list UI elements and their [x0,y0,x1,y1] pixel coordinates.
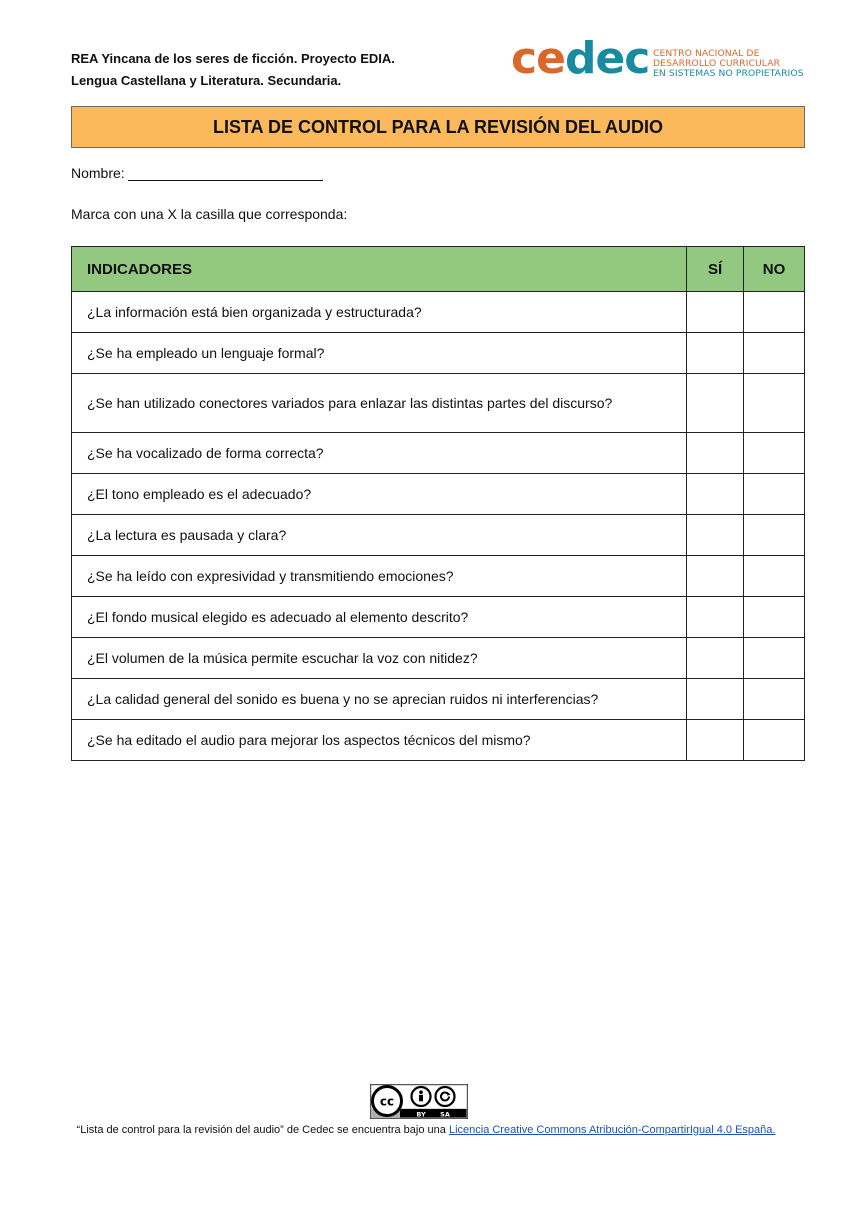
no-checkbox-cell[interactable] [744,556,805,597]
cc-by-sa-license-badge[interactable] [370,1084,468,1119]
table-row [72,638,805,679]
no-checkbox-cell[interactable] [744,720,805,761]
no-checkbox-cell[interactable] [744,474,805,515]
yes-checkbox-cell[interactable] [687,720,744,761]
table-row [72,474,805,515]
table-row [72,556,805,597]
indicator-text: ¿Se ha leído con expresividad y transmitiendo emociones? [72,556,687,597]
yes-checkbox-cell[interactable] [687,597,744,638]
no-checkbox-cell[interactable] [744,638,805,679]
no-checkbox-cell[interactable] [744,433,805,474]
license-link[interactable]: Licencia Creative Commons Atribución-CompartirIgual 4.0 España. [448,1124,776,1136]
sa-label: SA [440,1110,450,1119]
yes-checkbox-cell[interactable] [687,556,744,597]
yes-checkbox-cell[interactable] [687,433,744,474]
yes-checkbox-cell[interactable] [687,638,744,679]
no-checkbox-cell[interactable] [744,679,805,720]
yes-checkbox-cell[interactable] [687,679,744,720]
indicator-text: ¿Se han utilizado conectores variados para enlazar las distintas partes del discurso? [72,374,687,433]
table-row [72,679,805,720]
yes-checkbox-cell[interactable] [687,515,744,556]
indicator-text: ¿Se ha vocalizado de forma correcta? [72,433,687,474]
table-row [72,597,805,638]
header-line-2: Lengua Castellana y Literatura. Secundaria. [71,73,342,88]
document-header [71,48,395,92]
no-checkbox-cell[interactable] [744,374,805,433]
indicator-text: ¿El fondo musical elegido es adecuado al elemento descrito? [72,597,687,638]
page-title: LISTA DE CONTROL PARA LA REVISIÓN DEL AUDIO [71,106,805,148]
table-row [72,433,805,474]
cedec-logo-tagline: CENTRO NACIONAL DE DESARROLLO CURRICULAR EN SISTEMAS NO PROPIETARIOS [653,48,804,79]
yes-checkbox-cell[interactable] [687,474,744,515]
table-row [72,292,805,333]
license-footer [0,1124,852,1136]
yes-checkbox-cell[interactable] [687,374,744,433]
header-yes: SÍ [687,247,744,292]
no-checkbox-cell[interactable] [744,515,805,556]
indicator-text: ¿El tono empleado es el adecuado? [72,474,687,515]
indicator-text: ¿El volumen de la música permite escuchar la voz con nitidez? [72,638,687,679]
table-header-row [72,247,805,292]
yes-checkbox-cell[interactable] [687,292,744,333]
indicator-text: ¿La lectura es pausada y clara? [72,515,687,556]
table-row [72,515,805,556]
table-row [72,374,805,433]
indicator-text: ¿La calidad general del sonido es buena y no se aprecian ruidos ni interferencias? [72,679,687,720]
cedec-logo-word: cedec [511,33,650,84]
name-label: Nombre: [71,165,125,181]
yes-checkbox-cell[interactable] [687,333,744,374]
no-checkbox-cell[interactable] [744,333,805,374]
instruction-text: Marca con una X la casilla que corresponda: [71,206,348,222]
no-checkbox-cell[interactable] [744,292,805,333]
by-label: BY [416,1110,426,1119]
indicator-text: ¿Se ha empleado un lenguaje formal? [72,333,687,374]
header-indicators: INDICADORES [72,247,687,292]
sa-icon [436,1087,455,1106]
table-row [72,720,805,761]
name-field [71,165,323,181]
checklist-table [71,246,805,761]
table-row [72,333,805,374]
indicator-text: ¿La información está bien organizada y estructurada? [72,292,687,333]
cc-icon-text: cc [379,1094,395,1109]
header-no: NO [744,247,805,292]
cedec-logo [511,33,811,86]
license-statement: “Lista de control para la revisión del audio” de Cedec se encuentra bajo una [76,1124,449,1136]
indicator-text: ¿Se ha editado el audio para mejorar los aspectos técnicos del mismo? [72,720,687,761]
no-checkbox-cell[interactable] [744,597,805,638]
name-blank-line[interactable] [128,166,323,181]
header-line-1: REA Yincana de los seres de ficción. Proyecto EDIA. [71,51,395,66]
